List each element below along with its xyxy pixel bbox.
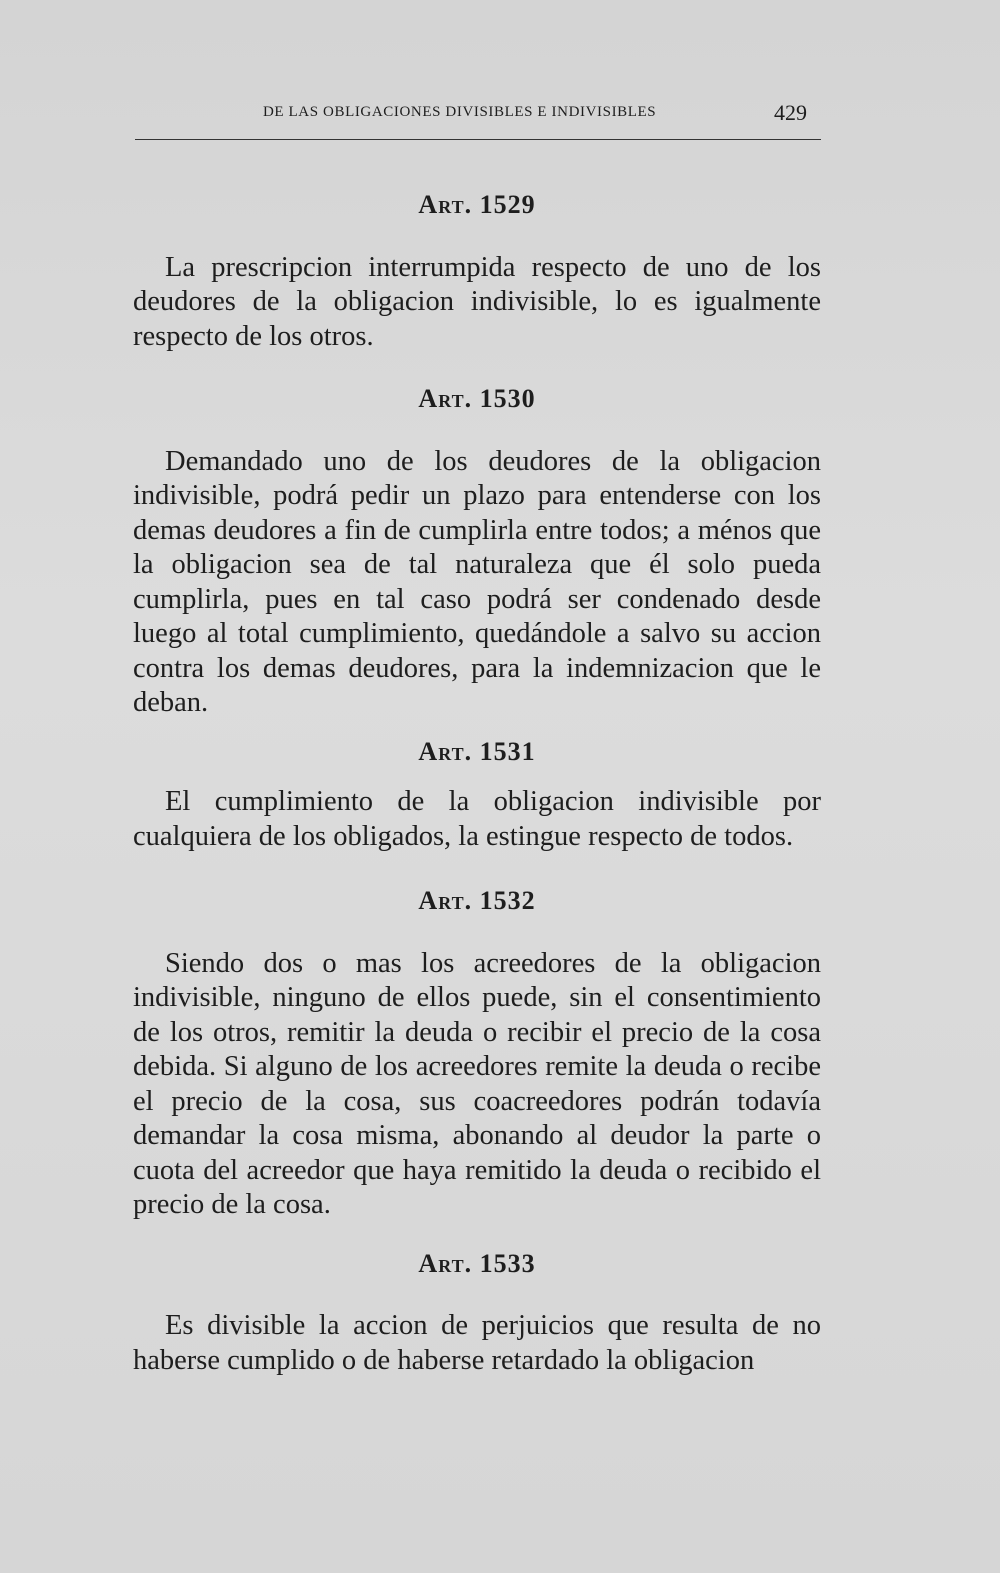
running-title: DE LAS OBLIGACIONES DIVISIBLES E INDIVISIBLES bbox=[263, 104, 657, 120]
article-heading: Art. 1533 bbox=[418, 1248, 536, 1278]
article-1533 bbox=[133, 1247, 821, 1379]
article-paragraph: Demandado uno de los deudores de la obligacion indivisible, podrá pedir un plazo para entenderse con los demas deudores a fin de cumplirla entre todos; a ménos que la obligacion sea de tal naturaleza que él solo pueda cumplirla, pues en tal caso podrá ser condenado desde luego al total cumplimiento, quedándole a salvo su accion contra los demas deudores, para la indemnizacion que le deban. bbox=[133, 445, 821, 718]
article-paragraph: La prescripcion interrumpida respecto de uno de los deudores de la obligacion indivisible, lo es igualmente respecto de los otros. bbox=[133, 251, 821, 352]
article-heading: Art. 1529 bbox=[418, 190, 536, 219]
article-heading: Art. 1532 bbox=[418, 886, 536, 915]
page-number: 429 bbox=[774, 100, 807, 125]
article-1532 bbox=[133, 884, 821, 1223]
article-1530 bbox=[133, 382, 821, 721]
header-rule bbox=[135, 139, 821, 140]
article-paragraph: Siendo dos o mas los acreedores de la obligacion indivisible, ninguno de ellos puede, sin el consentimiento de los otros, remitir la deuda o recibir el precio de la cosa debida. Si alguno de los acreedores remite la deuda o recibe el precio de la cosa, sus coacreedores podrán todavía demandar la cosa misma, abonando al deudor la parte o cuota del acreedor que haya remitido la deuda o recibido el precio de la cosa. bbox=[133, 947, 821, 1220]
article-1529 bbox=[133, 188, 821, 354]
article-paragraph: Es divisible la accion de perjuicios que resulta de no haberse cumplido o de haberse retardado la obligacion bbox=[133, 1310, 821, 1376]
running-header bbox=[135, 100, 821, 134]
article-1531 bbox=[133, 735, 821, 855]
article-heading: Art. 1531 bbox=[418, 736, 536, 766]
article-heading: Art. 1530 bbox=[418, 384, 536, 413]
article-paragraph: El cumplimiento de la obligacion indivisible por cualquiera de los obligados, la estingue respecto de todos. bbox=[133, 786, 821, 852]
page-body bbox=[133, 188, 821, 1378]
